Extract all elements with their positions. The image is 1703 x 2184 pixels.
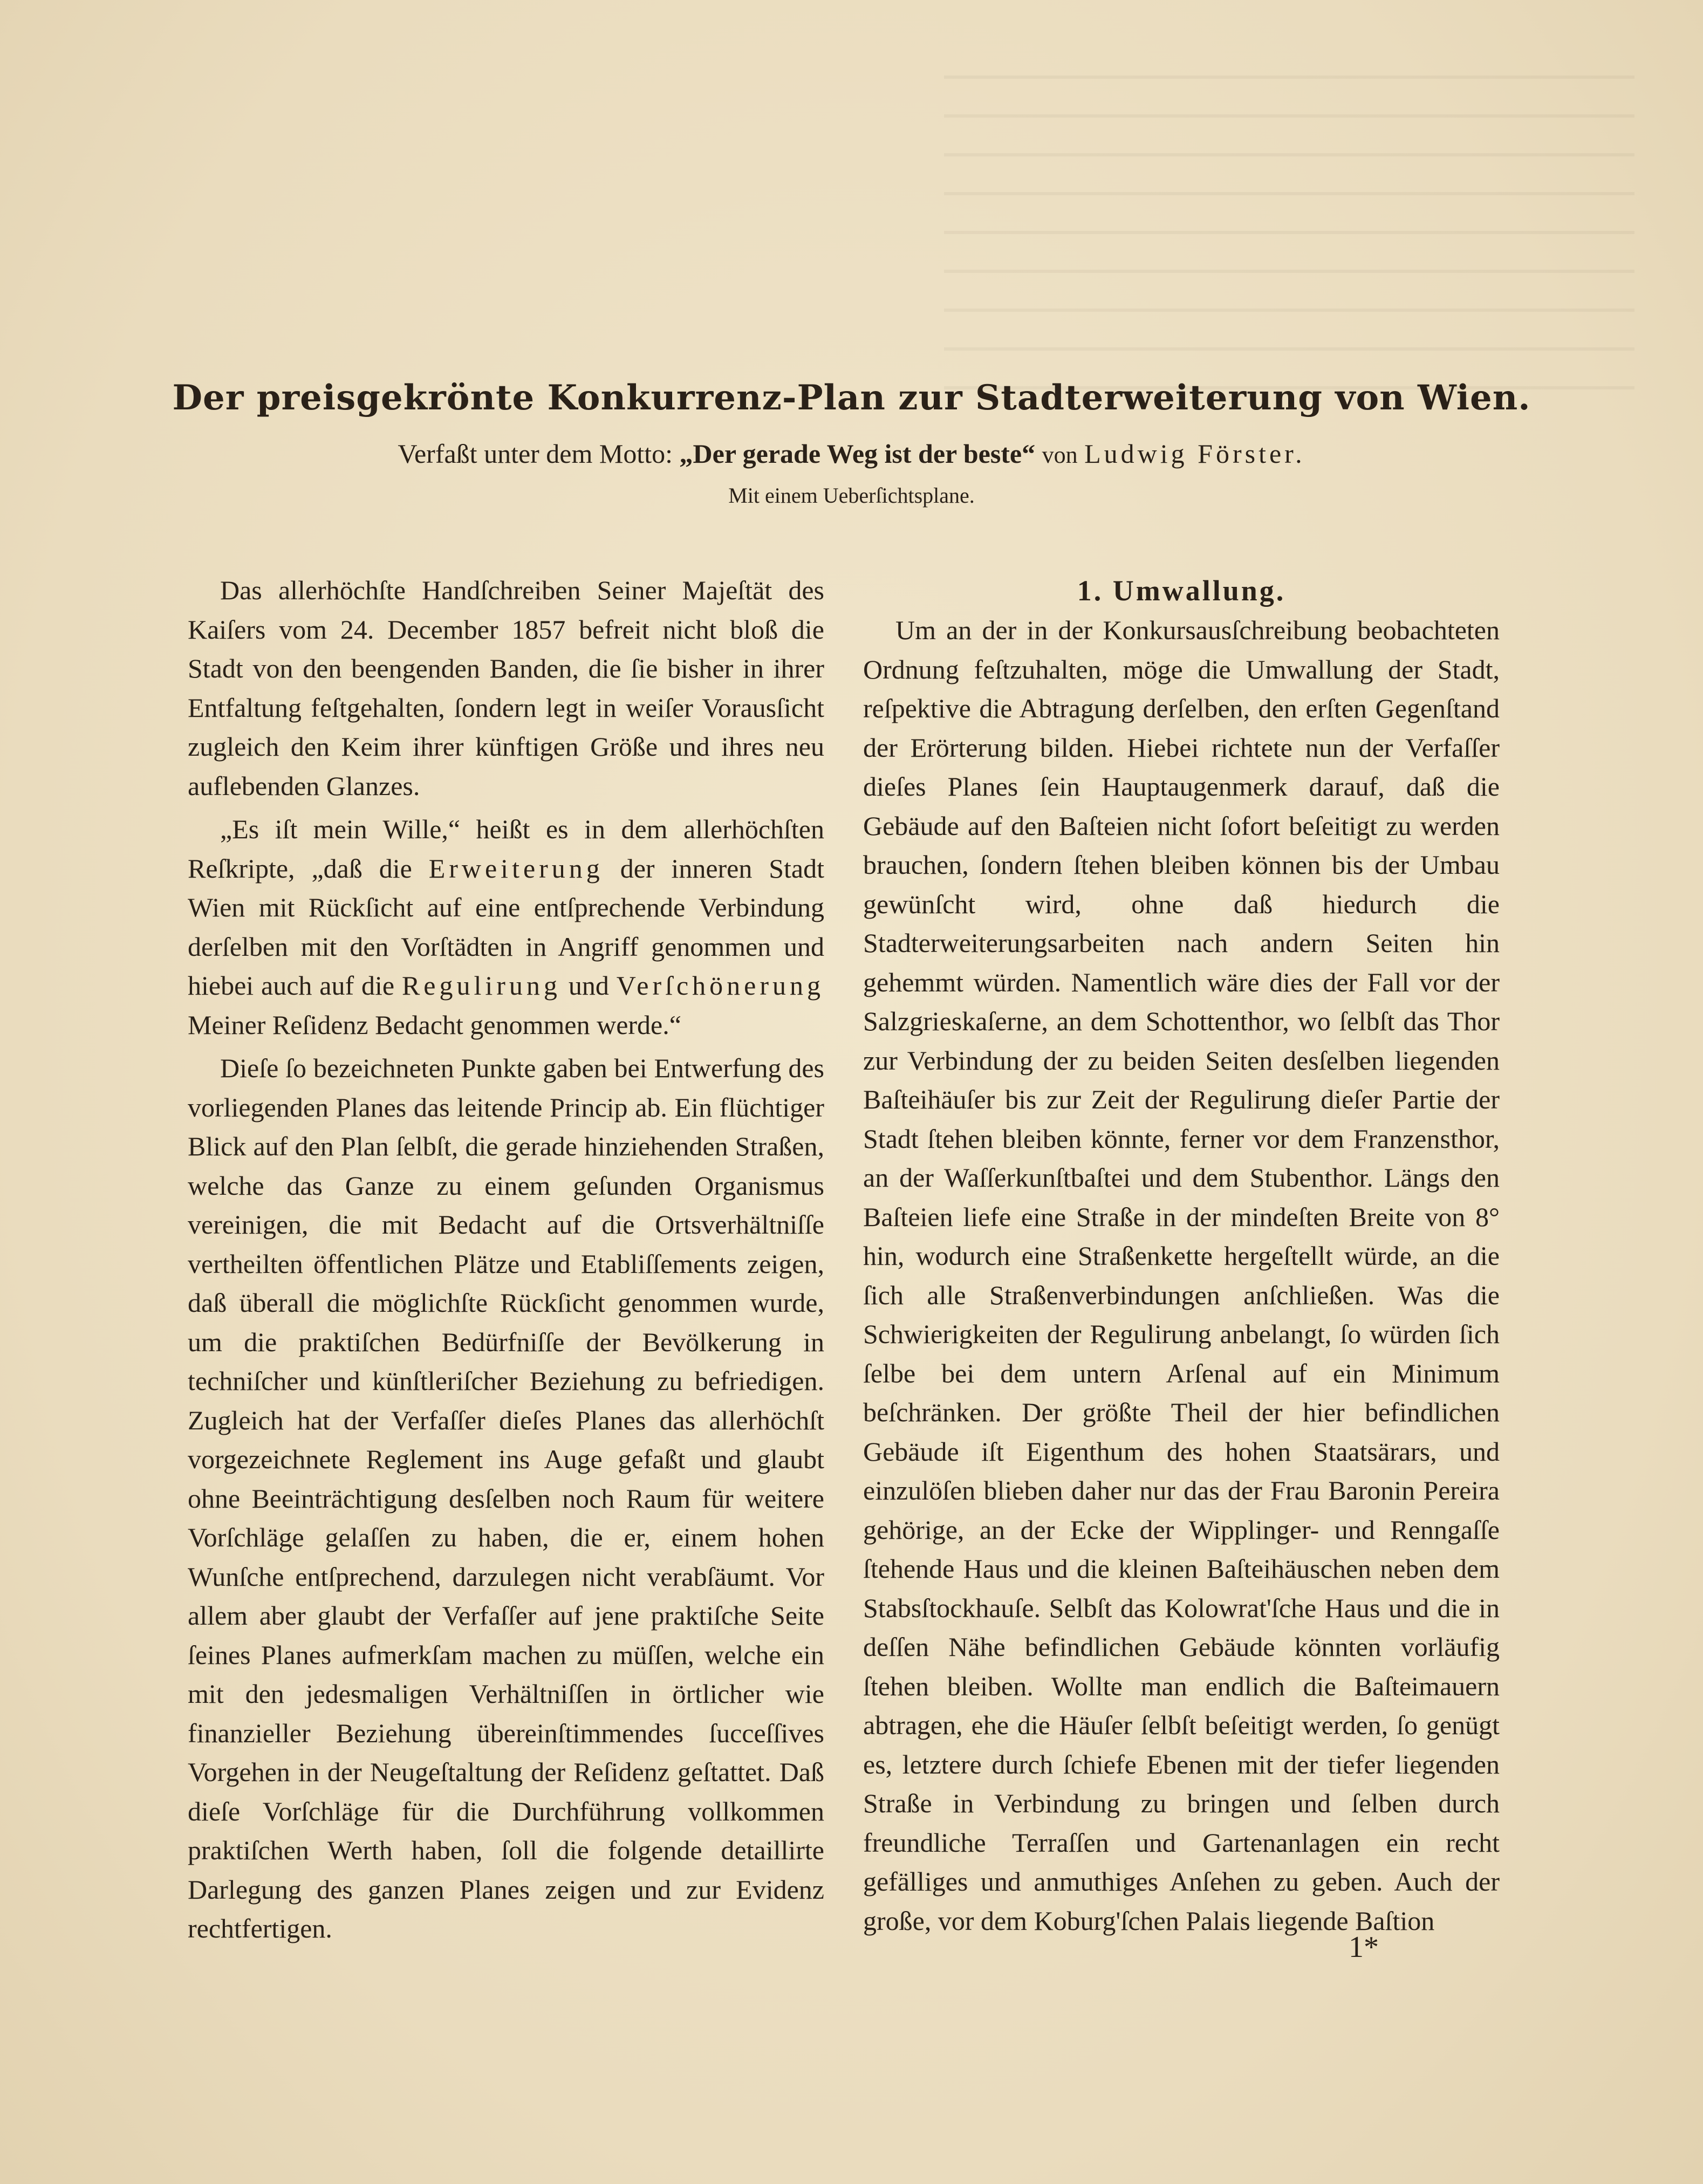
subtitle-line (0, 438, 1703, 469)
subtitle-prefix: Verfaßt unter dem Motto: (398, 439, 673, 469)
subtitle-by: von (1042, 442, 1078, 468)
quote-text: „Es iſt mein Wille,“ heißt es in dem allerhöchſten Reſkripte, „daß die (188, 814, 824, 884)
quote-text: und (568, 970, 609, 1001)
show-through-text (944, 76, 1634, 421)
spaced-word: Verſchönerung (616, 970, 825, 1001)
paragraph: Dieſe ſo bezeichneten Punkte gaben bei Entwerfung des vorliegenden Planes das leitende Princip ab. Ein flüchtiger Blick auf den Plan ſelbſt, die gerade hinziehenden Straßen, welche das Ganze zu einem geſunden Organismus vereinigen, die mit Bedacht auf die Ortsverhältniſſe vertheilten öffentlichen Plätze und Etabliſſements zeigen, daß überall die möglichſte Rückſicht genommen wurde, um die praktiſchen Bedürfniſſe der Bevölkerung in techniſcher und künſtleriſcher Beziehung zu befriedigen. Zugleich hat der Verfaſſer dieſes Planes das allerhöchſt vorgezeichnete Reglement ins Auge gefaßt und glaubt ohne Beeinträchtigung desſelben noch Raum für weitere Vorſchläge gelaſſen zu haben, die er, einem hohen Wunſche entſprechend, darzulegen nicht verabſäumt. Vor allem aber glaubt der Verfaſſer auf jene praktiſche Seite ſeines Planes aufmerkſam machen zu müſſen, welche ein mit den jedesmaligen Verhältniſſen in örtlicher wie finanzieller Beziehung übereinſtimmendes ſucceſſives Vorgehen in der Neugeſtaltung der Reſidenz geſtattet. Daß dieſe Vorſchläge für die Durchführung vollkommen praktiſchen Werth haben, ſoll die folgende detaillirte Darlegung des ganzen Planes zeigen und zur Evidenz rechtfertigen. (188, 1053, 824, 1943)
article-title: Der preisgekrönte Konkurrenz-Plan zur Stadterweiterung von Wien. (172, 378, 1531, 418)
author-name: Ludwig Förster. (1084, 439, 1305, 469)
right-column (863, 571, 1500, 1940)
motto: „Der gerade Weg ist der beste“ (679, 439, 1036, 469)
spaced-word: Erweiterung (428, 853, 604, 884)
quote-text: der inneren Stadt Wien mit Rückſicht auf eine entſprechende Verbindung derſelben mit den Vorſtädten in Angriff genommen und hiebei auch auf die (188, 853, 825, 1001)
left-column (188, 571, 824, 1948)
paragraph: Das allerhöchſte Handſchreiben Seiner Majeſtät des Kaiſers vom 24. December 1857 befreit nicht bloß die Stadt von den beengenden Banden, die ſie bisher in ihrer Entfaltung feſtgehalten, ſondern legt in weiſer Vorausſicht zugleich den Keim ihrer künftigen Größe und ihres neu auflebenden Glanzes. (188, 575, 824, 801)
sheet-signature: 1* (1349, 1930, 1379, 1964)
spaced-word: Regulirung (401, 970, 561, 1001)
section-heading: 1. Umwallung. (1077, 574, 1286, 607)
quote-text: Meiner Reſidenz Bedacht genommen werde.“ (188, 1009, 681, 1040)
plan-note: Mit einem Ueberſichtsplane. (728, 483, 975, 508)
paragraph: Um an der in der Konkursausſchreibung beobachteten Ordnung feſtzuhalten, möge die Umwallung der Stadt, reſpektive die Abtragung derſelben, den erſten Gegenſtand der Erörterung bilden. Hiebei richtete nun der Verfaſſer dieſes Planes ſein Hauptaugenmerk darauf, daß die Gebäude auf den Baſteien nicht ſofort beſeitigt zu werden brauchen, ſondern ſtehen bleiben können bis der Umbau gewünſcht wird, ohne daß hiedurch die Stadterweiterungsarbeiten nach andern Seiten hin gehemmt würden. Namentlich wäre dies der Fall vor der Salzgrieskaſerne, an dem Schottenthor, wo ſelbſt das Thor zur Verbindung der zu beiden Seiten desſelben liegenden Baſteihäuſer bis zur Zeit der Regulirung dieſer Partie der Stadt ſtehen bleiben könnte, ferner vor dem Franzensthor, an der Waſſerkunſtbaſtei und dem Stubenthor. Längs den Baſteien liefe eine Straße in der mindeſten Breite von 8° hin, wodurch eine Straßenkette hergeſtellt würde, an die ſich alle Straßenverbindungen anſchließen. Was die Schwierigkeiten der Regulirung anbelangt, ſo würden ſich ſelbe bei dem untern Arſenal auf ein Minimum beſchränken. Der größte Theil der hier befindlichen Gebäude iſt Eigenthum des hohen Staatsärars, und einzulöſen blieben daher nur das der Frau Baronin Pereira gehörige, an der Ecke der Wipplinger- und Renngaſſe ſtehende Haus und die kleinen Baſteihäuschen neben dem Stabsſtockhauſe. Selbſt das Kolowrat'ſche Haus und die in deſſen Nähe befindlichen Gebäude könnten vorläufig ſtehen bleiben. Wollte man endlich die Baſteimauern abtragen, ehe die Häuſer ſelbſt beſeitigt werden, ſo genügt es, letztere durch ſchiefe Ebenen mit der tiefer liegenden Straße in Verbindung zu bringen und ſelben durch freundliche Terraſſen und Gartenanlagen ein recht gefälliges und anmuthiges Anſehen zu geben. Auch der große, vor dem Koburg'ſchen Palais liegende Baſtion (863, 615, 1500, 1936)
paragraph-quote (188, 810, 824, 1044)
